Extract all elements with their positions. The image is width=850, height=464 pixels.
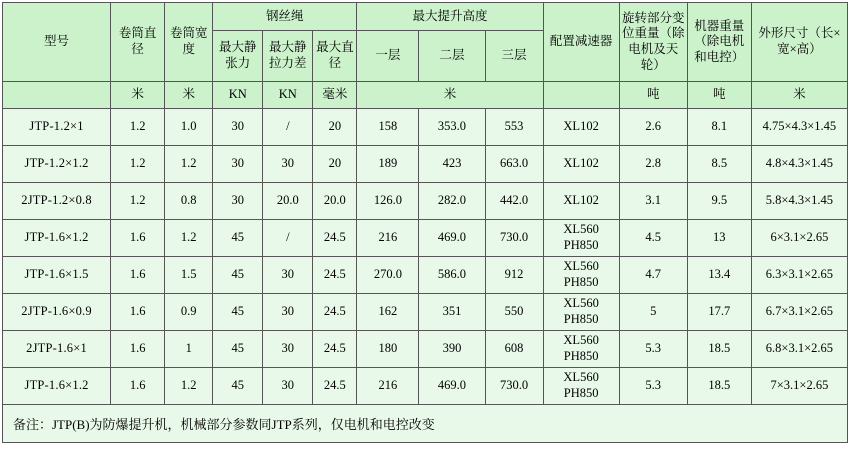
- cell-model: JTP-1.6×1.2: [3, 220, 111, 257]
- cell-wire-max-static-force: 45: [213, 331, 263, 368]
- cell-dimensions: 5.8×4.3×1.45: [751, 183, 847, 220]
- cell-wire-max-diameter: 24.5: [313, 294, 357, 331]
- cell-rotating-weight: 4.7: [619, 257, 687, 294]
- cell-drum-diameter: 1.6: [111, 220, 165, 257]
- unit-row: [3, 82, 848, 109]
- cell-drum-diameter: 1.6: [111, 331, 165, 368]
- unit-wire-max-diameter: 毫米: [313, 82, 357, 109]
- cell-wire-max-static-diff: /: [263, 220, 313, 257]
- cell-dimensions: 6.7×3.1×2.65: [751, 294, 847, 331]
- cell-drum-width: 1.2: [165, 146, 213, 183]
- cell-model: JTP-1.2×1: [3, 109, 111, 146]
- cell-wire-max-static-diff: /: [263, 109, 313, 146]
- cell-layer-3: 730.0: [485, 368, 543, 405]
- table-row: [3, 294, 848, 331]
- unit-drum-diameter: 米: [111, 82, 165, 109]
- cell-drum-diameter: 1.6: [111, 294, 165, 331]
- cell-rotating-weight: 5: [619, 294, 687, 331]
- cell-wire-max-static-diff: 30: [263, 146, 313, 183]
- cell-layer-1: 189: [357, 146, 419, 183]
- cell-reducer: XL560 PH850: [543, 294, 619, 331]
- cell-wire-max-static-diff: 30: [263, 331, 313, 368]
- cell-layer-3: 608: [485, 331, 543, 368]
- cell-drum-diameter: 1.2: [111, 183, 165, 220]
- unit-model-blank: [3, 82, 111, 109]
- cell-reducer: XL560 PH850: [543, 368, 619, 405]
- cell-reducer: XL102: [543, 146, 619, 183]
- cell-model: JTP-1.6×1.5: [3, 257, 111, 294]
- cell-dimensions: 4.8×4.3×1.45: [751, 146, 847, 183]
- header-wire-max-static-force: 最大静张力: [213, 30, 263, 81]
- unit-rotating-weight: 吨: [619, 82, 687, 109]
- cell-rotating-weight: 2.6: [619, 109, 687, 146]
- cell-layer-1: 180: [357, 331, 419, 368]
- cell-reducer: XL102: [543, 109, 619, 146]
- cell-layer-3: 553: [485, 109, 543, 146]
- header-wire-max-diameter: 最大直径: [313, 30, 357, 81]
- cell-layer-2: 469.0: [419, 220, 485, 257]
- unit-drum-width: 米: [165, 82, 213, 109]
- cell-drum-width: 0.9: [165, 294, 213, 331]
- cell-reducer: XL560 PH850: [543, 220, 619, 257]
- cell-wire-max-diameter: 24.5: [313, 220, 357, 257]
- cell-wire-max-static-force: 45: [213, 220, 263, 257]
- cell-layer-3: 663.0: [485, 146, 543, 183]
- header-layer-3: 三层: [485, 30, 543, 81]
- cell-wire-max-static-diff: 30: [263, 257, 313, 294]
- header-layer-1: 一层: [357, 30, 419, 81]
- cell-wire-max-diameter: 20: [313, 146, 357, 183]
- cell-wire-max-diameter: 24.5: [313, 368, 357, 405]
- cell-model: 2JTP-1.2×0.8: [3, 183, 111, 220]
- cell-drum-width: 0.8: [165, 183, 213, 220]
- cell-machine-weight: 9.5: [687, 183, 751, 220]
- cell-layer-2: 469.0: [419, 368, 485, 405]
- cell-layer-1: 158: [357, 109, 419, 146]
- header-machine-weight: 机器重量（除电机和电控）: [687, 3, 751, 82]
- header-row-group: [3, 3, 848, 31]
- cell-dimensions: 6.3×3.1×2.65: [751, 257, 847, 294]
- header-reducer: 配置减速器: [543, 3, 619, 82]
- cell-machine-weight: 18.5: [687, 368, 751, 405]
- unit-machine-weight: 吨: [687, 82, 751, 109]
- header-drum-width: 卷筒宽度: [165, 3, 213, 82]
- header-model: 型号: [3, 3, 111, 82]
- header-wire-rope-group: 钢丝绳: [213, 3, 357, 31]
- cell-machine-weight: 8.1: [687, 109, 751, 146]
- cell-wire-max-static-force: 45: [213, 368, 263, 405]
- cell-layer-2: 586.0: [419, 257, 485, 294]
- cell-layer-2: 353.0: [419, 109, 485, 146]
- table-row: [3, 368, 848, 405]
- cell-machine-weight: 18.5: [687, 331, 751, 368]
- cell-model: 2JTP-1.6×0.9: [3, 294, 111, 331]
- unit-lift-height: 米: [357, 82, 543, 109]
- cell-layer-3: 550: [485, 294, 543, 331]
- cell-reducer: XL560 PH850: [543, 257, 619, 294]
- cell-model: 2JTP-1.6×1: [3, 331, 111, 368]
- table-row: [3, 109, 848, 146]
- cell-layer-3: 730.0: [485, 220, 543, 257]
- cell-machine-weight: 8.5: [687, 146, 751, 183]
- cell-rotating-weight: 3.1: [619, 183, 687, 220]
- header-wire-max-static-diff: 最大静拉力差: [263, 30, 313, 81]
- cell-layer-2: 282.0: [419, 183, 485, 220]
- header-rotating-weight: 旋转部分变位重量（除电机及天轮）: [619, 3, 687, 82]
- cell-rotating-weight: 2.8: [619, 146, 687, 183]
- cell-machine-weight: 13.4: [687, 257, 751, 294]
- header-drum-diameter: 卷筒直径: [111, 3, 165, 82]
- cell-reducer: XL102: [543, 183, 619, 220]
- cell-machine-weight: 13: [687, 220, 751, 257]
- unit-reducer-blank: [543, 82, 619, 109]
- table-row: [3, 220, 848, 257]
- cell-drum-width: 1.5: [165, 257, 213, 294]
- table-note: 备注：JTP(B)为防爆提升机，机械部分参数同JTP系列，仅电机和电控改变: [2, 405, 848, 443]
- cell-layer-1: 126.0: [357, 183, 419, 220]
- header-layer-2: 二层: [419, 30, 485, 81]
- cell-rotating-weight: 4.5: [619, 220, 687, 257]
- cell-dimensions: 6.8×3.1×2.65: [751, 331, 847, 368]
- cell-machine-weight: 17.7: [687, 294, 751, 331]
- cell-wire-max-static-force: 45: [213, 294, 263, 331]
- cell-layer-1: 216: [357, 368, 419, 405]
- table-row: [3, 331, 848, 368]
- cell-dimensions: 4.75×4.3×1.45: [751, 109, 847, 146]
- cell-model: JTP-1.6×1.2: [3, 368, 111, 405]
- cell-layer-1: 162: [357, 294, 419, 331]
- cell-wire-max-static-force: 30: [213, 146, 263, 183]
- cell-drum-diameter: 1.2: [111, 146, 165, 183]
- unit-dimensions: 米: [751, 82, 847, 109]
- specifications-table: [2, 2, 848, 405]
- cell-drum-diameter: 1.6: [111, 368, 165, 405]
- cell-wire-max-static-force: 30: [213, 183, 263, 220]
- cell-rotating-weight: 5.3: [619, 331, 687, 368]
- cell-dimensions: 7×3.1×2.65: [751, 368, 847, 405]
- cell-drum-width: 1.0: [165, 109, 213, 146]
- cell-layer-2: 351: [419, 294, 485, 331]
- table-row: [3, 146, 848, 183]
- table-row: [3, 183, 848, 220]
- cell-layer-2: 423: [419, 146, 485, 183]
- cell-reducer: XL560 PH850: [543, 331, 619, 368]
- unit-wire-max-static-force: KN: [213, 82, 263, 109]
- cell-layer-2: 390: [419, 331, 485, 368]
- cell-wire-max-diameter: 20: [313, 109, 357, 146]
- cell-wire-max-static-diff: 30: [263, 294, 313, 331]
- cell-wire-max-static-force: 45: [213, 257, 263, 294]
- unit-wire-max-static-diff: KN: [263, 82, 313, 109]
- cell-drum-width: 1.2: [165, 368, 213, 405]
- cell-layer-3: 912: [485, 257, 543, 294]
- cell-model: JTP-1.2×1.2: [3, 146, 111, 183]
- cell-dimensions: 6×3.1×2.65: [751, 220, 847, 257]
- cell-drum-width: 1: [165, 331, 213, 368]
- cell-layer-1: 270.0: [357, 257, 419, 294]
- cell-drum-diameter: 1.2: [111, 109, 165, 146]
- header-dimensions: 外形尺寸（长×宽×高）: [751, 3, 847, 82]
- cell-layer-3: 442.0: [485, 183, 543, 220]
- cell-drum-diameter: 1.6: [111, 257, 165, 294]
- cell-layer-1: 216: [357, 220, 419, 257]
- cell-wire-max-diameter: 20.0: [313, 183, 357, 220]
- cell-wire-max-static-diff: 20.0: [263, 183, 313, 220]
- cell-wire-max-static-force: 30: [213, 109, 263, 146]
- cell-wire-max-diameter: 24.5: [313, 331, 357, 368]
- cell-drum-width: 1.2: [165, 220, 213, 257]
- cell-wire-max-diameter: 24.5: [313, 257, 357, 294]
- cell-rotating-weight: 5.3: [619, 368, 687, 405]
- cell-wire-max-static-diff: 30: [263, 368, 313, 405]
- table-row: [3, 257, 848, 294]
- header-max-lift-height-group: 最大提升高度: [357, 3, 543, 31]
